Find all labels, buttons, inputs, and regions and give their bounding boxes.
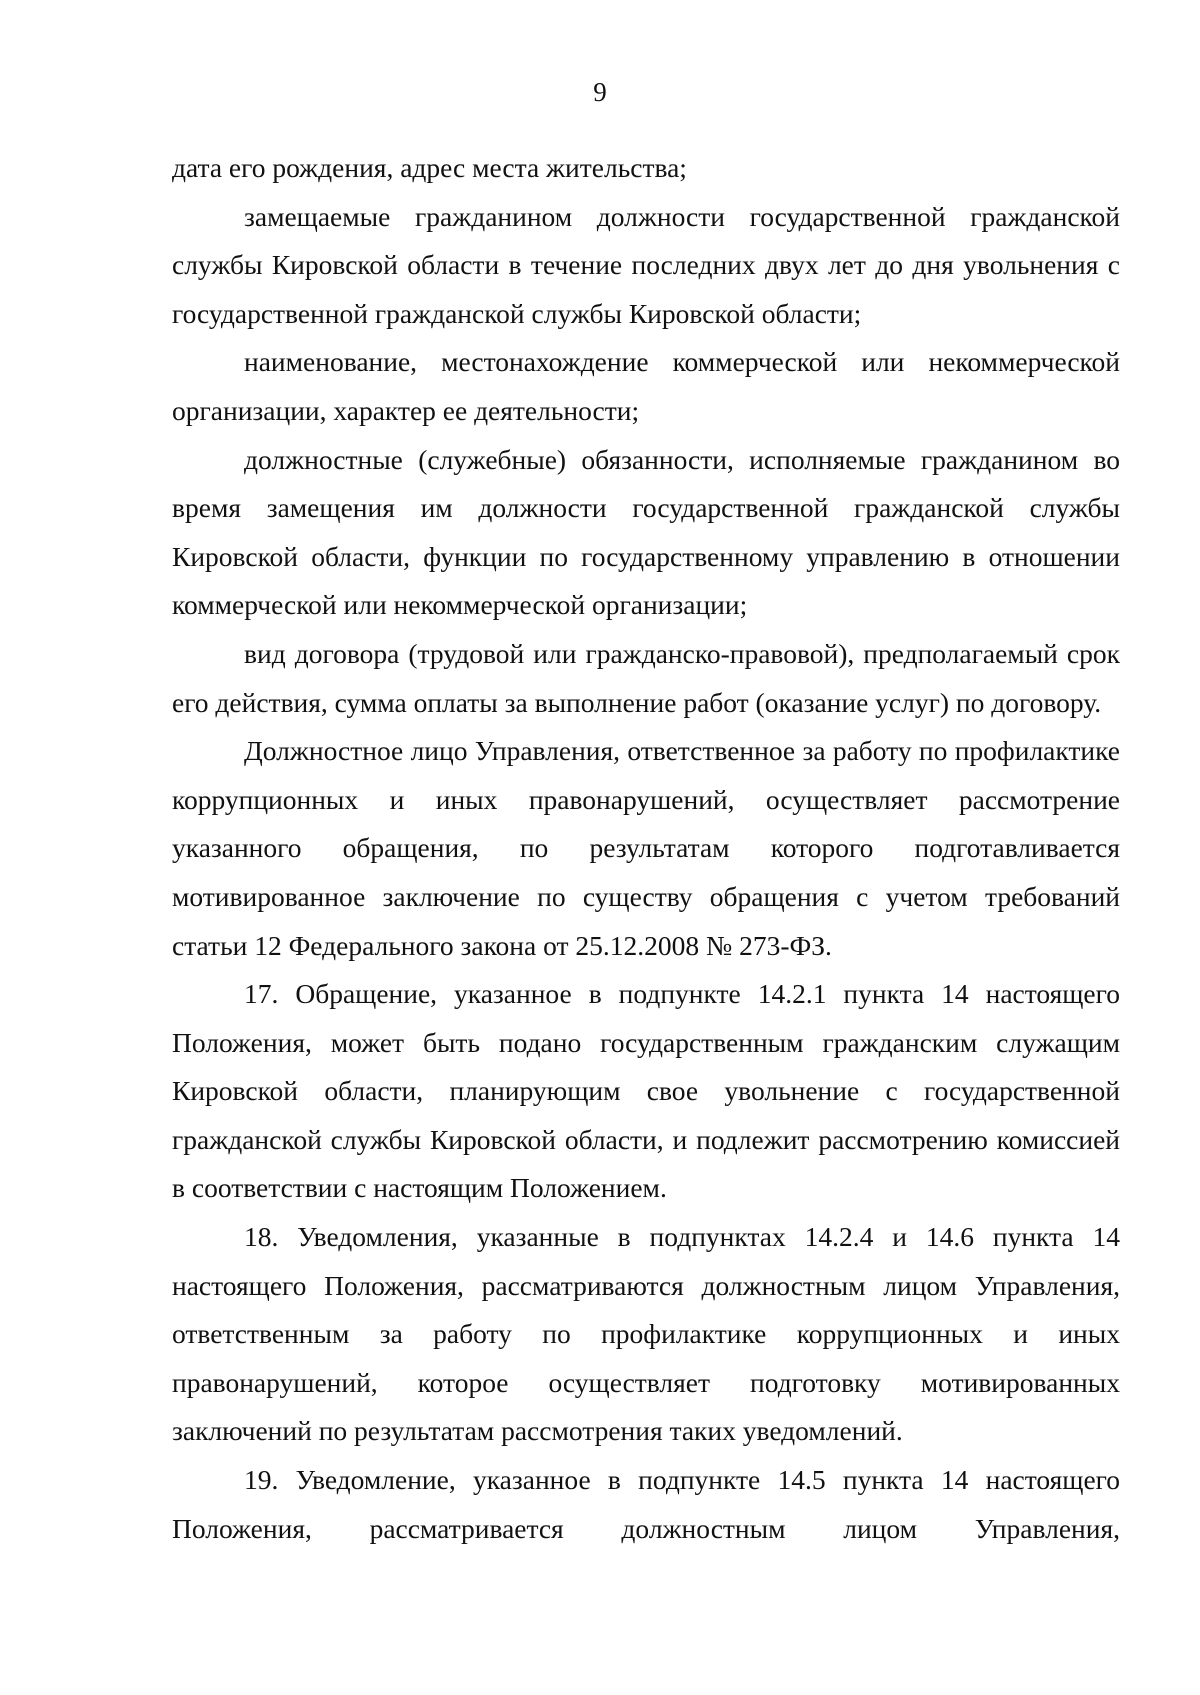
paragraph-positions-held: замещаемые гражданином должности государственной гражданской службы Кировской области в течение последних двух лет до дня увольнения с государственной гражданской службы Кировской области; (172, 200, 1120, 329)
paragraph-item-19: 19. Уведомление, указанное в подпункте 14.5 пункта 14 настоящего Положения, рассматривается должностным лицом Управления, (172, 1464, 1120, 1544)
paragraph-responsible-official: Должностное лицо Управления, ответственное за работу по профилактике коррупционных и иных правонарушений, осуществляет рассмотрение указанного обращения, по результатам которого подготавливается мотивированное заключение по существу обращения с учетом требований статьи 12 Федерального закона от 25.12.2008 № 273-ФЗ. (172, 735, 1120, 961)
paragraph-item-18: 18. Уведомления, указанные в подпунктах 14.2.4 и 14.6 пункта 14 настоящего Положения, рассматриваются должностным лицом Управления, ответственным за работу по профилактике коррупционных и иных правонарушений, которое осуществляет подготовку мотивированных заключений по результатам рассмотрения таких уведомлений. (172, 1221, 1120, 1447)
paragraph-birth-date-address: дата его рождения, адрес места жительства; (172, 152, 687, 183)
paragraph-official-duties: должностные (служебные) обязанности, исполняемые гражданином во время замещения им должности государственной гражданской службы Кировской области, функции по государственному управлению в отношении коммерческой или некоммерческой организации; (172, 443, 1120, 621)
page-number: 9 (593, 77, 607, 107)
paragraph-contract-type: вид договора (трудовой или гражданско-правовой), предполагаемый срок его действия, сумма оплаты за выполнение работ (оказание услуг) по договору. (172, 637, 1120, 718)
paragraph-organization-name: наименование, местонахождение коммерческой или некоммерческой организации, характер ее деятельности; (172, 346, 1120, 426)
document-body (172, 144, 1120, 1553)
paragraph-item-17: 17. Обращение, указанное в подпункте 14.2.1 пункта 14 настоящего Положения, может быть подано государственным гражданским служащим Кировской области, планирующим свое увольнение с государственной гражданской службы Кировской области, и подлежит рассмотрению комиссией в соответствии с настоящим Положением. (172, 978, 1120, 1204)
